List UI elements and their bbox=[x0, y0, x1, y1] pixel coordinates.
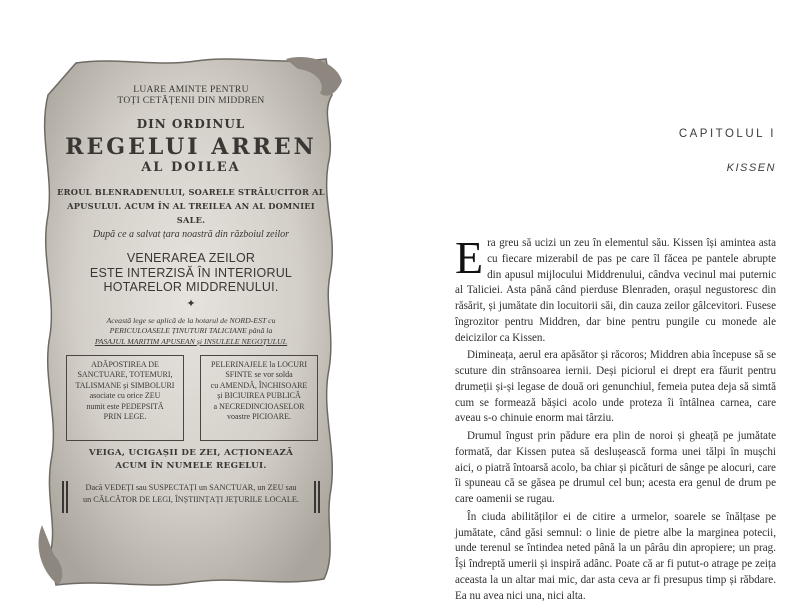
notice-line-2: TOȚI CETĂȚENII DIN MIDDREN bbox=[117, 96, 265, 106]
paragraph-text: ra greu să ucizi un zeu în elementul său. Kissen își amintea asta cu fiecare mizerabil de pas pe care îl făcea pe pantele abrupte din apusul mijlocului Middrenului, cândva vecinul mai puternic al Taliciei. Asta până când pierduse Blenraden, orașul negustoresc din răsărit, și jumătate din locuitorii săi, din cauza zeilor gâlcevitori. Fusese îngrozitor pentru Middren, dar bine pentru pungile cu monede ale deicizilor ca Kissen. bbox=[455, 237, 776, 344]
king-title: REGELUI ARREN bbox=[65, 134, 317, 160]
ornament-icon: ✦ bbox=[186, 297, 196, 310]
decree-line-2: ESTE INTERZISĂ ÎN INTERIORUL bbox=[89, 265, 293, 280]
box-left-line: asociate cu orice ZEU bbox=[89, 391, 161, 401]
box-right-line: și BICIUIREA PUBLICĂ bbox=[217, 391, 301, 401]
report-notice bbox=[62, 479, 320, 508]
drop-cap: E bbox=[455, 232, 484, 283]
hero-line-1: EROUL BLENRADENULUI, SOARELE STRĂLUCITOR AL bbox=[57, 187, 325, 197]
order-line: DIN ORDINUL bbox=[136, 117, 246, 131]
decree-line-1: VENERAREA ZEILOR bbox=[126, 251, 256, 265]
hero-description bbox=[54, 185, 328, 227]
poster-content bbox=[54, 77, 328, 577]
right-bar-decoration bbox=[314, 481, 316, 513]
box-right-line: PELERINAJELE la LOCURI bbox=[211, 360, 307, 369]
notice-line-1: LUARE AMINTE PENTRU bbox=[133, 85, 249, 95]
chapter-title: KISSEN bbox=[726, 162, 776, 174]
penalty-box-pilgrimages bbox=[200, 355, 318, 441]
right-bar-decoration bbox=[318, 481, 320, 513]
report-line-1: Dacă VEDEȚI sau SUSPECTAȚI un SANCTUAR, un ZEU sau bbox=[85, 483, 297, 492]
report-line-2: un CĂLCĂTOR DE LEGI, ÎNȘTIINȚAȚI JEȚURILE LOCALE. bbox=[83, 494, 299, 504]
law-scope bbox=[54, 316, 328, 348]
veiga-warning bbox=[54, 447, 328, 473]
box-right-line: cu AMENDĂ, ÎNCHISOARE bbox=[210, 380, 308, 390]
warning-line-1: VEIGA, UCIGAȘII DE ZEI, ACȚIONEAZĂ bbox=[88, 448, 294, 458]
left-bar-decoration bbox=[66, 481, 68, 513]
warning-line-2: ACUM ÎN NUMELE REGELUI. bbox=[115, 461, 267, 471]
box-left-line: numit este PEDEPSITĂ bbox=[86, 401, 164, 411]
paragraph: Dimineața, aerul era apăsător și răcoros; Middren abia începuse să se scuture din strânsoarea iernii. Deși piciorul ei drept era făurit pentru drumeții și-și legase de două ori genunchiul, femeia putea deja să simtă cum se formează bășici acolo unde proteza îi întâlnea carnea, care aveau s-o chinuie enorm mai târziu. bbox=[455, 349, 776, 425]
paragraph bbox=[455, 232, 776, 346]
paragraph: În ciuda abilităților ei de citire a urmelor, soarele se înălțase pe jumătate, când găsi semnul: o linie de pietre albe la marginea potecii, unde terenul se întindea neted până la un pârâu din apropiere; un prag. Își îndreptă umerii și inspiră adânc. Poate că ar fi putut-o atrage pe zeița aceasta la un altar mai mic, dar asta ceva ar fi presupus timp și răbdare. Ea nu avea nici una, nici alta. bbox=[455, 510, 776, 602]
law-line-2: PERICULOASELE ȚINUTURI TALICIANE până la bbox=[109, 326, 273, 335]
veneration-decree bbox=[54, 251, 328, 295]
box-right-line: voastre PICIOARE. bbox=[227, 412, 291, 422]
law-line-3: PASAJUL MARITIM APUSEAN și INSULELE NEGOȚULUI. bbox=[94, 336, 288, 346]
notice-heading bbox=[54, 85, 328, 107]
box-left-line: PRIN LEGE. bbox=[103, 412, 147, 422]
penalty-boxes bbox=[66, 355, 316, 441]
script-subline: După ce a salvat țara noastră din războiul zeilor bbox=[92, 229, 290, 240]
left-bar-decoration bbox=[62, 481, 64, 513]
box-left-line: SANCTUARE, TOTEMURI, bbox=[77, 370, 173, 380]
chapter-number: CAPITOLUL I bbox=[678, 128, 776, 140]
box-right-line: SFINTE se vor solda bbox=[225, 370, 293, 380]
law-line-1: Această lege se aplică de la hotarul de NORD-EST cu bbox=[106, 315, 276, 325]
king-subtitle: AL DOILEA bbox=[141, 160, 241, 175]
penalty-box-shrines bbox=[66, 355, 184, 441]
box-right-line: a NECREDINCIOASELOR bbox=[213, 401, 305, 411]
paragraph: Drumul îngust prin pădure era plin de noroi și gheață pe jumătate formată, dar Kissen putea să deslușească forma unei tălpi în mușchi aici, o piatră întoarsă acolo, ba chiar și picături de sânge pe alocuri, care îi spuneau că se găsea pe drumul cel bun; acesta era genul de drum pe care oamenii se rugau. bbox=[455, 430, 776, 505]
box-left-line: ADĂPOSTIREA DE bbox=[91, 360, 159, 369]
box-left-line: TALISMANE și SIMBOLURI bbox=[75, 380, 175, 390]
hero-line-2: APUSULUI. ACUM ÎN AL TREILEA AN AL DOMNIEI SALE. bbox=[67, 201, 315, 225]
decree-line-3: HOTARELOR MIDDRENULUI. bbox=[103, 280, 279, 294]
chapter-body bbox=[455, 232, 776, 606]
parchment-poster bbox=[36, 55, 346, 590]
